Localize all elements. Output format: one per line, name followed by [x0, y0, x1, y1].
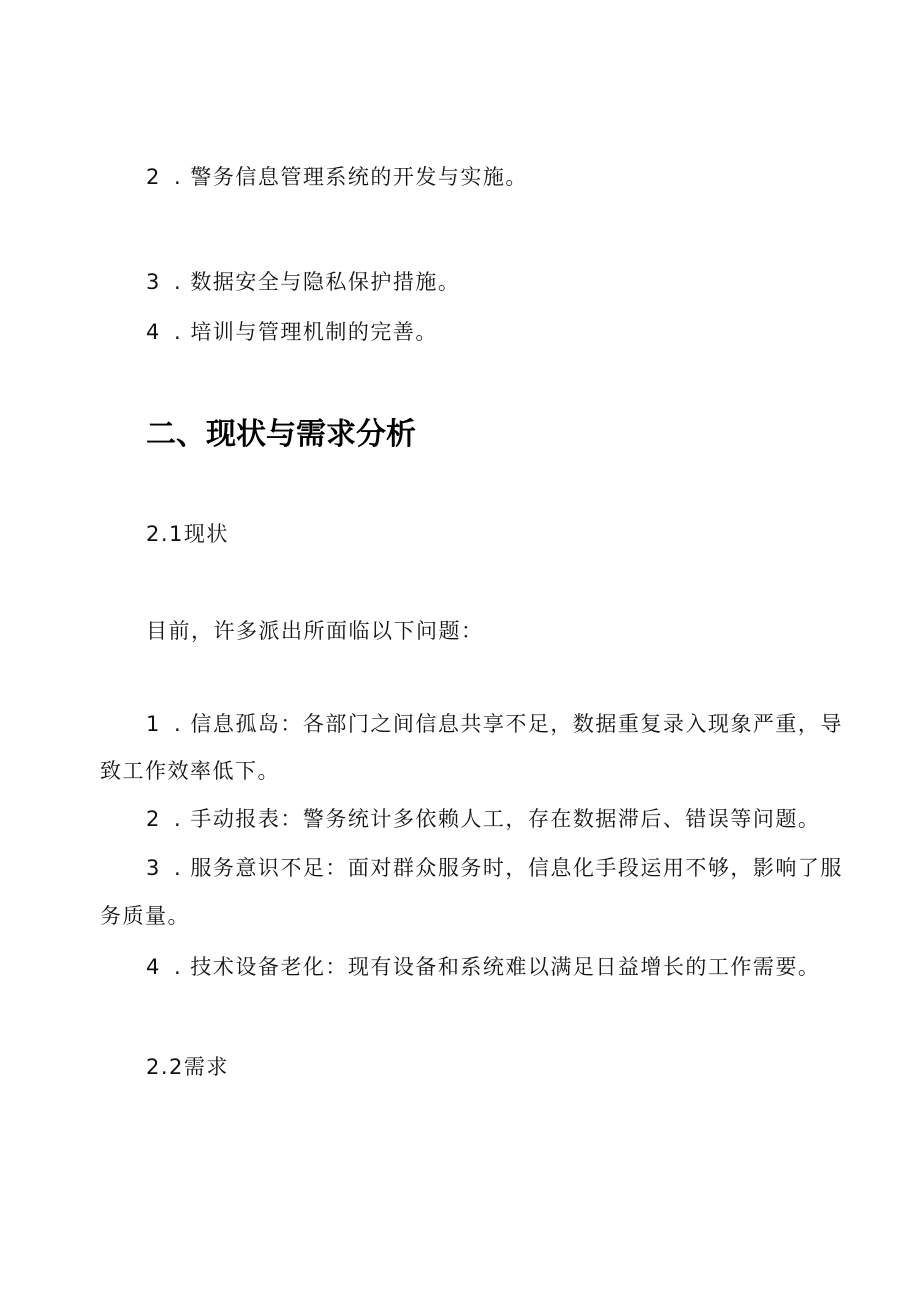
list-number: 3	[146, 856, 161, 880]
list-number: 2	[146, 807, 161, 831]
problem-item-1-continued: 致工作效率低下。	[100, 759, 280, 783]
list-text: . 信息孤岛：各部门之间信息共享不足，数据重复录入现象严重，导	[174, 712, 843, 736]
list-number: 4	[146, 320, 161, 344]
list-number: 3	[146, 270, 161, 294]
problem-item-4	[146, 953, 866, 981]
section-heading: 二、现状与需求分析	[146, 417, 416, 452]
list-text: . 手动报表：警务统计多依赖人工，存在数据滞后、错误等问题。	[174, 807, 821, 831]
list-number: 1	[146, 712, 161, 736]
list-text: . 服务意识不足：面对群众服务时，信息化手段运用不够，影响了服	[174, 856, 843, 880]
list-text: . 警务信息管理系统的开发与实施。	[174, 165, 528, 189]
problem-item-1	[146, 710, 866, 738]
subsection-title-2-2: 2.2需求	[146, 1055, 229, 1079]
problem-item-3	[146, 854, 866, 882]
intro-paragraph: 目前，许多派出所面临以下问题：	[146, 619, 484, 643]
list-text: . 数据安全与隐私保护措施。	[174, 270, 461, 294]
problem-item-3-continued: 务质量。	[100, 904, 190, 928]
subsection-title-2-1: 2.1现状	[146, 522, 229, 546]
list-item	[146, 163, 866, 191]
list-text: . 培训与管理机制的完善。	[174, 320, 438, 344]
problem-item-2	[146, 805, 866, 833]
list-text: . 技术设备老化：现有设备和系统难以满足日益增长的工作需要。	[174, 955, 821, 979]
list-item	[146, 268, 866, 296]
list-number: 4	[146, 955, 161, 979]
list-number: 2	[146, 165, 161, 189]
list-item	[146, 318, 866, 346]
